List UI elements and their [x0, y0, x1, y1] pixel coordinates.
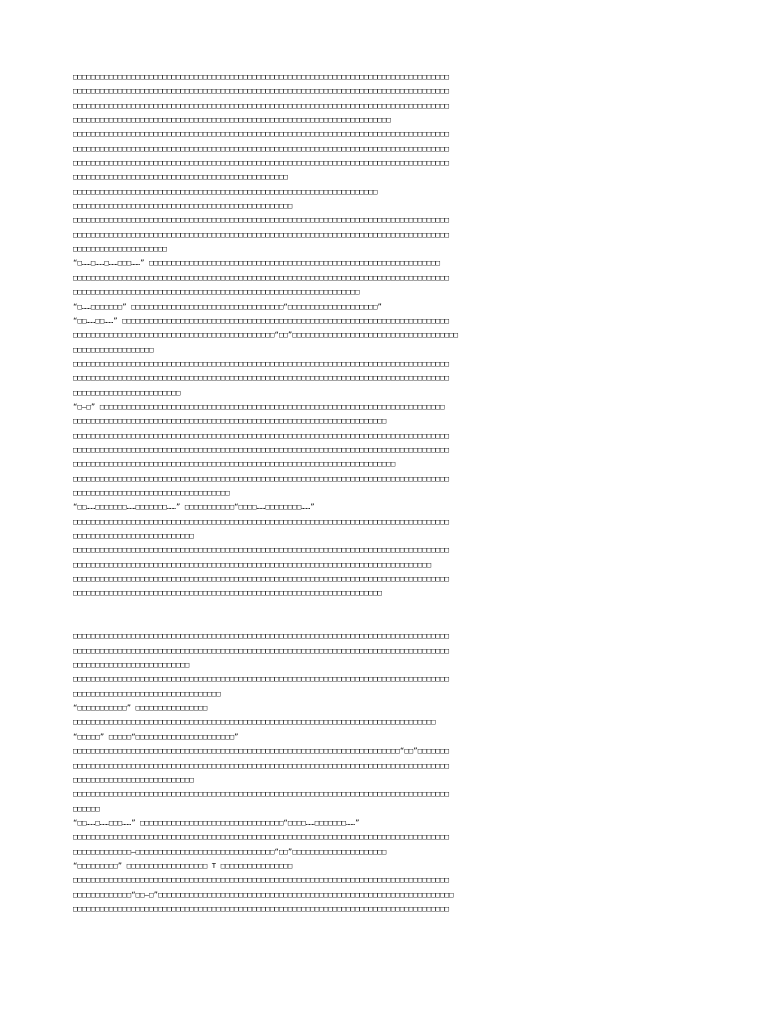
- text-line: □□□□□□□□□□□□□□□□□□□□□□□□□□□□□□□□□□□□□□□□□□□□□□□□□□□□□□□□□□□□□□□□□□□□□□□□□□□□□□□□□□□□: [73, 574, 450, 584]
- text-line: “□……□……□……□□□……” □□□□□□□□□□□□□□□□□□□□□□□□□□□□□□□□□□□□□□□□□□□□□□□□□□□□□□□□□□□□□□□□□: [73, 258, 441, 268]
- text-line: □□□□□□□□□□□□□□□□□□□□□□□□□□□□□□□□□□□□□□□□□□□□□□□□□□□□□□□□□□□□□□□□□□□□□□□□□□□□□□□□□□□□: [73, 516, 450, 526]
- text-line: □□□□□□□□□□□□□□□□□□□□□□□□□□□□□□□□□□□□□□□□□□□□□□□□□□□□□□□□□□□□□□□□□□□□□□□: [73, 115, 391, 125]
- text-line: “□—□” □□□□□□□□□□□□□□□□□□□□□□□□□□□□□□□□□□□□□□□□□□□□□□□□□□□□□□□□□□□□□□□□□□□□□□□□□□□□□: [73, 401, 445, 411]
- text-line: □□□□□□□□□□□□□□□□□□□□□□□□□□□□□□□□□□□□□□□□□□□□□□□□□□□□□□□□□□□□□□□□□□□□□□□□□□□□□□□□□□□□: [73, 444, 450, 454]
- text-line: “□□□□□” □□□□□“□□□□□□□□□□□□□□□□□□□□□□”: [73, 731, 239, 741]
- text-line: □□□□□□□□□□□□□□□□□□□□□□□□□□□□□□□□□□□□□□□□□□□□□□□□□□□□□□□□□□□□□□□□□□□□□□□□□□□□□□□□□□□□: [73, 789, 450, 799]
- text-line: □□□□□□□□□□□□□□□□□□□□□: [73, 244, 168, 254]
- text-line: □□□□□□: [73, 803, 100, 813]
- text-line: □□□□□□□□□□□□□□□□□□□□□□□□: [73, 387, 181, 397]
- text-line: □□□□□□□□□□□□□□□□□□□□□□□□□□□□□□□□□□□□□□□□□□□□□□□□□□□□□□□□□□□□□□□□□□□□□□□□□□□□□□□□□□□□: [73, 545, 450, 555]
- text-line: □□□□□□□□□□□□□□□□□□□□□□□□□□□□□□□□□□□□□□□□□□□□□□□□□□□□□□□□□□□□□□□□□□□□□: [73, 588, 382, 598]
- text-line: □□□□□□□□□□□□□□□□□□□□□□□□□□□□□□□□□□□□□□□□□□□□□□□□□□□□□□□□□□□□□□□□□□□□□□□□□□□□□□□□□□□□: [73, 272, 450, 282]
- text-line: □□□□□□□□□□□□□□□□□□□□□□□□□□□□□□□□□□□□□□□□□□□□□□□□: [73, 172, 288, 182]
- text-line: “□□……□□□□□□□……□□□□□□□……” □□□□□□□□□□□“□□□□……□□□□□□□□……”: [73, 502, 315, 512]
- text-line: □□□□□□□□□□□□□□□□□□□□□□□□□□□□□□□□□□□□□□□□□□□□□□□□□□□□□□□□□□□□□□□□: [73, 287, 360, 297]
- text-line: □□□□□□□□□□□□□□□□□□□□□□□□□□□□□□□□□□□□□□□□□□□□□□□□□□□□□□□□□□□□□□□□□□□□□□□□□□□□□□□□□□□□: [73, 760, 450, 770]
- text-line: “□□……□□……” □□□□□□□□□□□□□□□□□□□□□□□□□□□□□□□□□□□□□□□□□□□□□□□□□□□□□□□□□□□□□□□□□□□□□□□□□: [73, 315, 450, 325]
- text-line: □□□□□□□□□□□□□□□□□□□□□□□□□□□□□□□□□□□□□□□□□□□□□□□□□□□□□□□□□□□□□□□□□□□□□□□□□□□□□□□□□□□□: [73, 875, 450, 885]
- text-line: □□□□□□□□□□□□□□□□□□□□□□□□□□□□□□□□□□□□□□□□□□□□□□□□□□□□□□□□□□□□□□□□□□□□□□□□□□□□□□□□□□□□: [73, 158, 450, 168]
- text-line: “□……□□□□□□□” □□□□□□□□□□□□□□□□□□□□□□□□□□□□□□□□□□“□□□□□□□□□□□□□□□□□□□□”: [73, 301, 382, 311]
- text-line: □□□□□□□□□□□□□□□□□□□□□□□□□□□□□□□□□□□□□□□□□□□□□□□□□□□□□□□□□□□□□□□□□□□□□□□□□□□□□□□□□□□□: [73, 358, 450, 368]
- text-line: “□□□□□□□□□□□” □□□□□□□□□□□□□□□□: [73, 703, 208, 713]
- text-line: □□□□□□□□□□□□□“□□—□”□□□□□□□□□□□□□□□□□□□□□□□□□□□□□□□□□□□□□□□□□□□□□□□□□□□□□□□□□□□□□□□□□□: [73, 889, 454, 899]
- text-line: □□□□□□□□□□□□□—□□□□□□□□□□□□□□□□□□□□□□□□□□□□□□□“□□”□□□□□□□□□□□□□□□□□□□□□: [73, 846, 387, 856]
- text-line: “□□……□……□□□……” □□□□□□□□□□□□□□□□□□□□□□□□□□□□□□□□“□□□□……□□□□□□□……”: [73, 817, 360, 827]
- text-line: □□□□□□□□□□□□□□□□□□□□□□□□□□□□□□□□□□□□□□□□□□□□□□□□□□□□□□□□□□□□□□□□□□□□□□□□□□□□□□□□□: [73, 717, 436, 727]
- text-block-1: [73, 70, 699, 601]
- text-line: □□□□□□□□□□□□□□□□□□□□□□□□□□□□□□□□□□□: [73, 487, 230, 497]
- text-line: □□□□□□□□□□□□□□□□□□□□□□□□□□: [73, 660, 190, 670]
- text-line: □□□□□□□□□□□□□□□□□□□□□□□□□□□□□□□□□□□□□□□□□□□□□□□□□□□□□□□□□□□□□□□□□□□□□□□□□□□□□□□□□□□□: [73, 674, 450, 684]
- text-line: □□□□□□□□□□□□□□□□□□□□□□□□□□□□□□□□□□□□□□□□□□□□□□□□□□□□□□□□□□□□□□□□□□□□□□□□□□□□□□□□□□□□: [73, 215, 450, 225]
- text-line: □□□□□□□□□□□□□□□□□□□□□□□□□□□□□□□□□□□□□□□□□□□□□□□□□□□□□□□□□□□□□□□□□□□□□□□□□□□□□□□□: [73, 559, 432, 569]
- text-line: □□□□□□□□□□□□□□□□□□□□□□□□□□□□□□□□□□□□□□□□□□□□□□□□□□□□□□□□□□□□□□□□□□□□□□□□□□□□□□□□□□□□: [73, 373, 450, 383]
- text-line: □□□□□□□□□□□□□□□□□□□□□□□□□□□□□□□□□□□□□□□□□□□□□□□□□: [73, 201, 293, 211]
- text-line: □□□□□□□□□□□□□□□□□□□□□□□□□□□□□□□□□□□□□□□□□□□□□□□□□□□□□□□□□□□□□□□□□□□□□□: [73, 416, 387, 426]
- text-line: □□□□□□□□□□□□□□□□□□□□□□□□□□□□□□□□□□□□□□□□□□□□□“□□”□□□□□□□□□□□□□□□□□□□□□□□□□□□□□□□□□□□□□: [73, 330, 459, 340]
- text-line: □□□□□□□□□□□□□□□□□□□□□□□□□□□□□□□□□□□□□□□□□□□□□□□□□□□□□□□□□□□□□□□□□□□□□□□□□□□□□□□□□□□□: [73, 631, 450, 641]
- text-line: □□□□□□□□□□□□□□□□□□□□□□□□□□□: [73, 774, 194, 784]
- text-line: “□□□□□□□□□” □□□□□□□□□□□□□□□□□□ T □□□□□□□□□□□□□□□□: [73, 860, 293, 870]
- text-line: □□□□□□□□□□□□□□□□□□□□□□□□□□□□□□□□□□□□□□□□□□□□□□□□□□□□□□□□□□□□□□□□□□□□□□□□: [73, 459, 396, 469]
- text-line: □□□□□□□□□□□□□□□□□□□□□□□□□□□□□□□□□□□□□□□□□□□□□□□□□□□□□□□□□□□□□□□□□□□□□□□□□□□□□□□□□□□□: [73, 903, 450, 913]
- text-line: □□□□□□□□□□□□□□□□□□□□□□□□□□□□□□□□□□□□□□□□□□□□□□□□□□□□□□□□□□□□□□□□□□□□□□□□□□□□□□□□□□□□: [73, 645, 450, 655]
- document-page: [73, 70, 699, 916]
- text-line: □□□□□□□□□□□□□□□□□□□□□□□□□□□□□□□□□□□□□□□□□□□□□□□□□□□□□□□□□□□□□□□□□□□□□□□□□□□□□□□□□□□□: [73, 229, 450, 239]
- text-block-2: [73, 629, 699, 916]
- text-line: □□□□□□□□□□□□□□□□□□□□□□□□□□□□□□□□□□□□□□□□□□□□□□□□□□□□□□□□□□□□□□□□□□□□□□□□□□□□□□□□□□□□: [73, 72, 450, 81]
- text-line: □□□□□□□□□□□□□□□□□□: [73, 344, 154, 354]
- text-line: □□□□□□□□□□□□□□□□□□□□□□□□□□□□□□□□□□□□□□□□□□□□□□□□□□□□□□□□□□□□□□□□□□□□□□□□□□□□□□□□□□□□: [73, 143, 450, 153]
- text-line: □□□□□□□□□□□□□□□□□□□□□□□□□□□□□□□□□□□□□□□□□□□□□□□□□□□□□□□□□□□□□□□□□□□□□□□□□□□□□□□□□□□□: [73, 100, 450, 110]
- text-line: □□□□□□□□□□□□□□□□□□□□□□□□□□□: [73, 531, 194, 540]
- text-line: □□□□□□□□□□□□□□□□□□□□□□□□□□□□□□□□□□□□□□□□□□□□□□□□□□□□□□□□□□□□□□□□□□□□: [73, 186, 378, 196]
- text-line: □□□□□□□□□□□□□□□□□□□□□□□□□□□□□□□□□□□□□□□□□□□□□□□□□□□□□□□□□□□□□□□□□□□□□□□□□□□□□□□□□□□□: [73, 430, 450, 440]
- text-line: □□□□□□□□□□□□□□□□□□□□□□□□□□□□□□□□□□□□□□□□□□□□□□□□□□□□□□□□□□□□□□□□□□□□□□□□□□□□□□□□□□□□: [73, 129, 450, 139]
- paragraph-gap: [73, 601, 699, 630]
- text-line: □□□□□□□□□□□□□□□□□□□□□□□□□□□□□□□□□: [73, 688, 221, 698]
- text-line: □□□□□□□□□□□□□□□□□□□□□□□□□□□□□□□□□□□□□□□□□□□□□□□□□□□□□□□□□□□□□□□□□□□□□□□□□□□□□□□□□□□□: [73, 86, 450, 96]
- text-line: □□□□□□□□□□□□□□□□□□□□□□□□□□□□□□□□□□□□□□□□□□□□□□□□□□□□□□□□□□□□□□□□□□□□□□□□□□□□□□□□□□□□: [73, 473, 450, 483]
- text-line: □□□□□□□□□□□□□□□□□□□□□□□□□□□□□□□□□□□□□□□□□□□□□□□□□□□□□□□□□□□□□□□□□□□□□□□□□“□□”□□□□□□□: [73, 746, 450, 756]
- text-line: □□□□□□□□□□□□□□□□□□□□□□□□□□□□□□□□□□□□□□□□□□□□□□□□□□□□□□□□□□□□□□□□□□□□□□□□□□□□□□□□□□□□: [73, 832, 450, 842]
